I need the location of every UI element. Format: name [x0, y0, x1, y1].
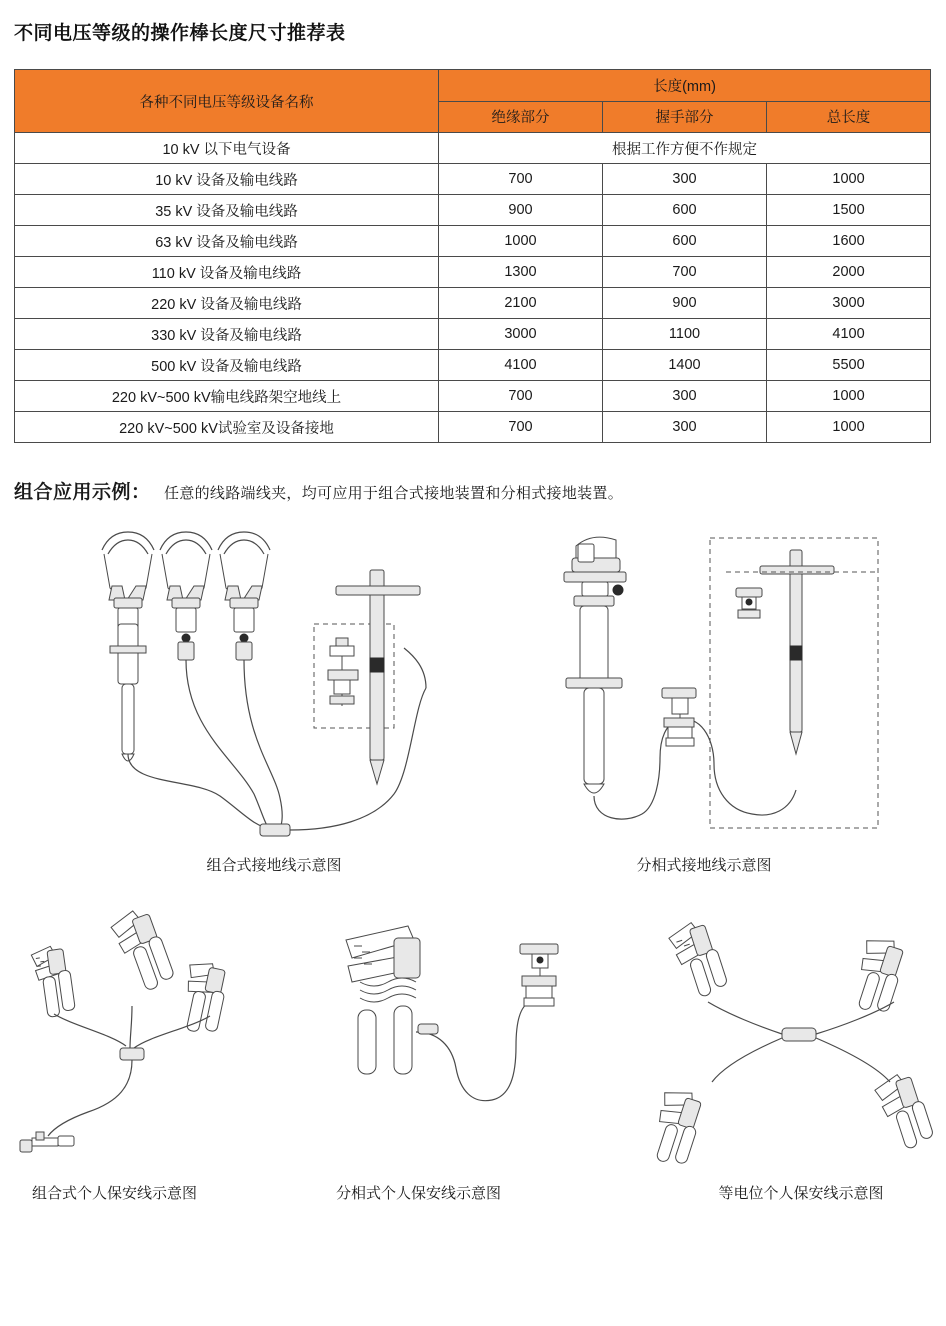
- row-name: 110 kV 设备及输电线路: [15, 257, 439, 288]
- table-row: [15, 164, 931, 195]
- table-row: [15, 350, 931, 381]
- row-name: 35 kV 设备及输电线路: [15, 195, 439, 226]
- header-sub-insulation: 绝缘部分: [439, 101, 603, 133]
- row-name: 330 kV 设备及输电线路: [15, 319, 439, 350]
- section-title-desc: 任意的线路端线夹，均可应用于组合式接地装置和分相式接地装置。: [164, 485, 624, 502]
- row-insulation: 700: [439, 412, 603, 443]
- combined-grounding-diagram: [74, 528, 474, 848]
- row-insulation: 1300: [439, 257, 603, 288]
- row-total: 1000: [767, 412, 931, 443]
- phase-grounding-diagram: [514, 528, 894, 848]
- table-row: [15, 381, 931, 412]
- table-row: [15, 257, 931, 288]
- header-group-length: 长度(mm): [439, 70, 931, 102]
- figure-caption: 分相式接地线示意图: [636, 857, 772, 874]
- row-total: 5500: [767, 350, 931, 381]
- row-name: 10 kV 以下电气设备: [15, 133, 439, 164]
- header-sub-total: 总长度: [767, 101, 931, 133]
- row-grip: 300: [603, 381, 767, 412]
- table-row: [15, 288, 931, 319]
- row-insulation: 2100: [439, 288, 603, 319]
- table-row: [15, 195, 931, 226]
- document-page: [0, 18, 946, 1326]
- figure-combined-grounding: [74, 528, 474, 875]
- figure-row-bottom: [14, 906, 932, 1206]
- row-grip: 1400: [603, 350, 767, 381]
- equipotential-personal-safety-diagram: [654, 906, 944, 1176]
- phase-personal-safety-diagram: [314, 906, 604, 1176]
- row-name: 220 kV~500 kV输电线路架空地线上: [15, 381, 439, 412]
- row-name: 500 kV 设备及输电线路: [15, 350, 439, 381]
- figure-caption: 组合式接地线示意图: [206, 857, 342, 874]
- figure-row-top: [14, 528, 932, 898]
- table-header-row-1: [15, 70, 931, 102]
- row-name: 220 kV~500 kV试验室及设备接地: [15, 412, 439, 443]
- figure-caption: 等电位个人保安线示意图: [718, 1185, 884, 1202]
- row-note-value: 根据工作方便不作规定: [439, 133, 931, 164]
- row-insulation: 4100: [439, 350, 603, 381]
- row-name: 63 kV 设备及输电线路: [15, 226, 439, 257]
- table-row: [15, 319, 931, 350]
- row-insulation: 900: [439, 195, 603, 226]
- table-row: [15, 226, 931, 257]
- row-grip: 300: [603, 412, 767, 443]
- table-row: [15, 412, 931, 443]
- page-title: 不同电压等级的操作棒长度尺寸推荐表: [14, 23, 346, 44]
- header-name-col: 各种不同电压等级设备名称: [15, 70, 439, 133]
- figure-caption: 组合式个人保安线示意图: [32, 1185, 198, 1202]
- section-title-colon: ：: [131, 482, 151, 503]
- row-insulation: 700: [439, 164, 603, 195]
- row-grip: 600: [603, 195, 767, 226]
- row-grip: 300: [603, 164, 767, 195]
- figure-caption: 分相式个人保安线示意图: [336, 1185, 502, 1202]
- figure-phase-grounding: [514, 528, 894, 875]
- row-insulation: 700: [439, 381, 603, 412]
- row-total: 1600: [767, 226, 931, 257]
- row-name: 10 kV 设备及输电线路: [15, 164, 439, 195]
- row-total: 1000: [767, 381, 931, 412]
- row-insulation: 1000: [439, 226, 603, 257]
- figure-equipotential-personal-safety: [654, 906, 944, 1203]
- row-total: 3000: [767, 288, 931, 319]
- spec-table: [14, 69, 931, 443]
- figure-phase-personal-safety: [314, 906, 604, 1203]
- row-grip: 900: [603, 288, 767, 319]
- header-sub-grip: 握手部分: [603, 101, 767, 133]
- figure-combined-personal-safety: [14, 906, 304, 1203]
- row-insulation: 3000: [439, 319, 603, 350]
- section-title-lead: 组合应用示例: [14, 482, 132, 503]
- section-title: [14, 477, 932, 504]
- row-total: 4100: [767, 319, 931, 350]
- row-grip: 700: [603, 257, 767, 288]
- row-grip: 1100: [603, 319, 767, 350]
- row-grip: 600: [603, 226, 767, 257]
- combined-personal-safety-diagram: [14, 906, 304, 1176]
- table-row: [15, 133, 931, 164]
- row-total: 1500: [767, 195, 931, 226]
- row-name: 220 kV 设备及输电线路: [15, 288, 439, 319]
- row-total: 1000: [767, 164, 931, 195]
- row-total: 2000: [767, 257, 931, 288]
